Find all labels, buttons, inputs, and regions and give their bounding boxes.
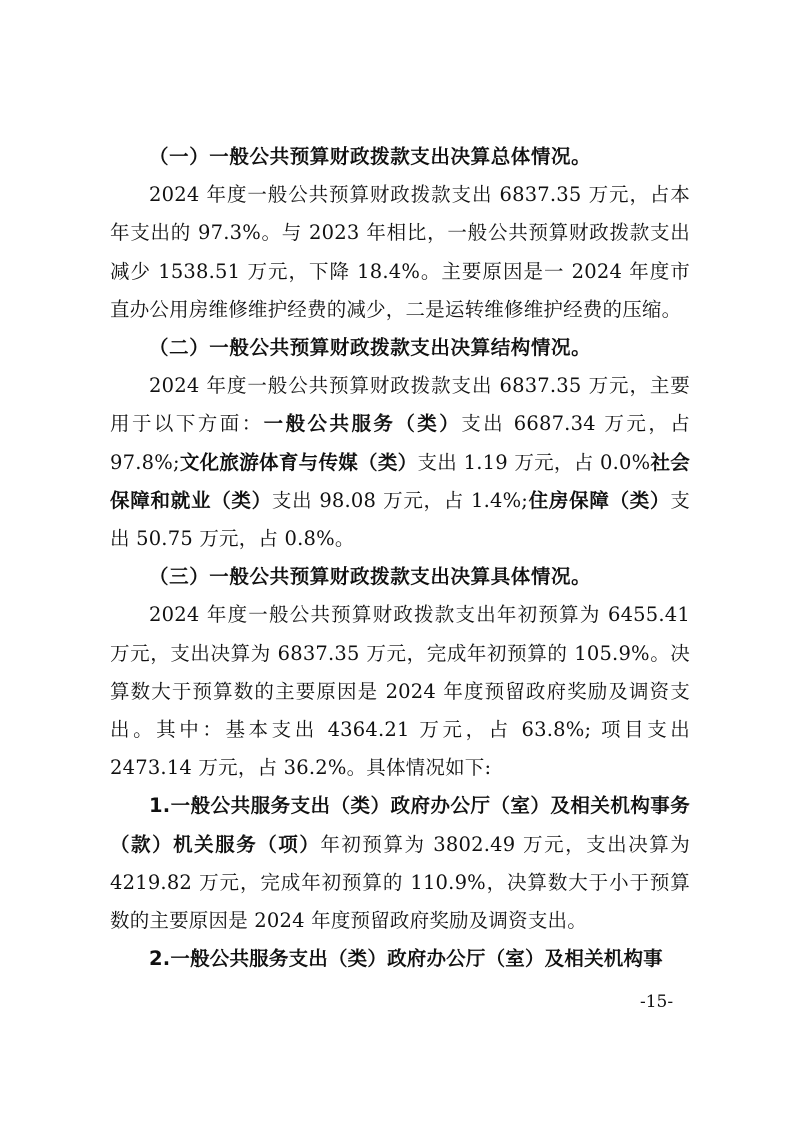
section-1-body: 2024 年度一般公共预算财政拨款支出 6837.35 万元，占本年支出的 97.3%。与 2023 年相比，一般公共预算财政拨款支出减少 1538.51 万元，下降 18.4%。主要原因是一 2024 年度市直办公用房维修维护经费的减少，二是运转维修维护经费的压缩。 xyxy=(110,183,690,321)
category-general-public-services: 一般公共服务（类） xyxy=(263,412,462,436)
category-housing-security-amount: 支出 50.75 万元，占 0.8%。 xyxy=(110,488,690,551)
item-2-title: 2.一般公共服务支出（类）政府办公厅（室）及相关机构事 xyxy=(149,947,663,971)
page-number: -15- xyxy=(640,992,674,1012)
document-body xyxy=(110,138,690,978)
category-culture-tourism-sports-media: 文化旅游体育与传媒（类） xyxy=(179,450,418,474)
category-social-security-employment-amount: 支出 98.08 万元，占 1.4%; xyxy=(271,488,529,512)
item-1-title: 1.一般公共服务支出（类）政府办公厅（室）及相关机构事务（款）机关服务（项） xyxy=(110,794,690,856)
item-1-paragraph xyxy=(110,787,690,940)
category-social-security-employment: 社会保障和就业（类） xyxy=(110,450,690,512)
section-2-body xyxy=(110,367,690,558)
category-housing-security: 住房保障（类） xyxy=(528,488,671,512)
category-general-public-services-amount: 支出 6687.34 万元，占 97.8%; xyxy=(110,412,690,474)
category-culture-tourism-sports-media-amount: 支出 1.19 万元，占 0.0% xyxy=(417,450,651,474)
item-1-body: 年初预算为 3802.49 万元，支出决算为 4219.82 万元，完成年初预算的 110.9%，决算数大于小于预算数的主要原因是 2024 年度预留政府奖励及调资支出。 xyxy=(110,832,690,933)
section-3-body: 2024 年度一般公共预算财政拨款支出年初预算为 6455.41 万元，支出决算为 6837.35 万元，完成年初预算的 105.9%。决算数大于预算数的主要原因是 2024 年度预留政府奖励及调资支出。其中：基本支出 4364.21 万元，占 63.8%; 项目支出 2473.14 万元，占 36.2%。具体情况如下: xyxy=(110,603,690,780)
section-2-intro: 2024 年度一般公共预算财政拨款支出 6837.35 万元，主要用于以下方面： xyxy=(110,374,690,436)
item-2-paragraph xyxy=(110,940,690,978)
section-1-heading: （一）一般公共预算财政拨款支出决算总体情况。 xyxy=(149,145,592,168)
section-3-heading: （三）一般公共预算财政拨款支出决算具体情况。 xyxy=(149,565,592,589)
section-2-heading: （二）一般公共预算财政拨款支出决算结构情况。 xyxy=(149,336,592,360)
